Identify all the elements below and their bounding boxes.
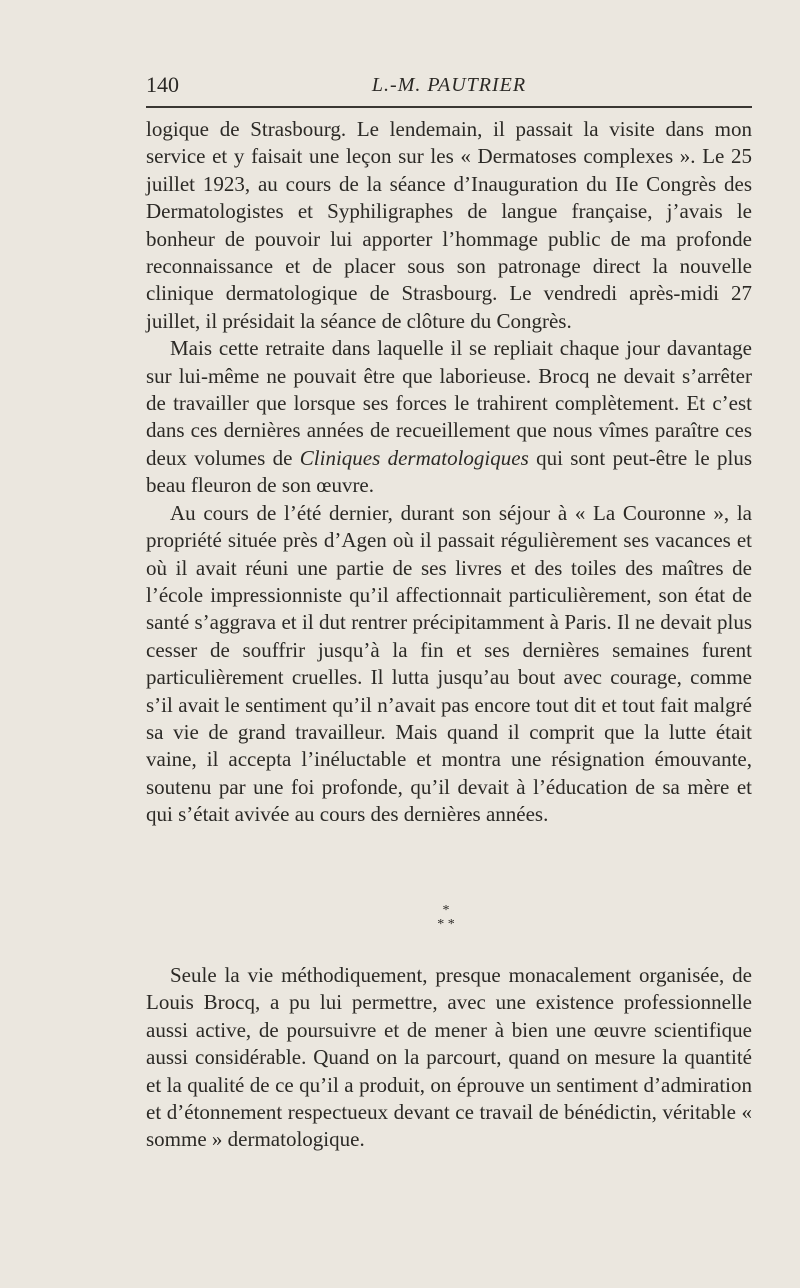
paragraph-retraite-end: qui sont peut-être le plus beau fleuron de son œuvre. — [146, 445, 752, 498]
paragraph-continued: logique de Strasbourg. Le lendemain, il passait la visite dans mon service et y faisait une leçon sur les « Dermatoses complexes ». Le 25 juillet 1923, au cours de la séance d’Inauguration du IIe Congrès des Dermatologistes et Syphiligraphes de langue française, j’avais le bonheur de pouvoir lui apporter l’hommage public de ma profonde reconnaissance et de placer sous son patronage direct la nouvelle clinique dermatologique de Strasbourg. Le vendredi après-midi 27 juillet, il présidait la séance de clôture du Congrès. — [146, 117, 752, 333]
body-text-after-break — [146, 962, 752, 1154]
running-head: L.-M. PAUTRIER — [371, 74, 527, 96]
separator-bottom: * * — [437, 917, 455, 932]
page-number: 140 — [146, 72, 179, 97]
book-title: Cliniques dermatologiques — [299, 445, 529, 470]
header-rule — [146, 106, 752, 108]
paragraph-retraite — [146, 335, 752, 499]
body-text — [146, 116, 752, 829]
section-separator — [426, 904, 466, 932]
paragraph-retraite-start: Mais cette retraite dans laquelle il se repliait chaque jour davantage sur lui-même ne pouvait être que laborieuse. Brocq ne devait s’arrêter de travailler que lorsque ses forces le trahirent complètement. Et c’est dans ces dernières années de recueillement que nous vîmes paraître ces deux volumes de — [146, 336, 752, 470]
separator-top: * — [442, 903, 450, 918]
page-header — [146, 72, 752, 102]
paragraph-seule: Seule la vie méthodiquement, presque monacalement organisée, de Louis Brocq, a pu lui permettre, avec une existence professionnelle aussi active, de poursuivre et de mener à bien une œuvre scientifique aussi considérable. Quand on la parcourt, quand on mesure la quantité et la qualité de ce qu’il a produit, on éprouve un sentiment d’admiration et d’étonnement respectueux devant ce travail de bénédictin, véritable « somme » dermatologique. — [146, 963, 752, 1152]
paragraph-ete: Au cours de l’été dernier, durant son séjour à « La Couronne », la propriété située près d’Agen où il passait régulièrement ses vacances et où il avait réuni une partie de ses livres et des toiles des maîtres de l’école impressionniste qu’il affectionnait particulièrement, son état de santé s’aggrava et il dut rentrer précipitamment à Paris. Il ne devait plus cesser de souffrir jusqu’à la fin et ses dernières semaines furent particulièrement cruelles. Il lutta jusqu’au bout avec courage, comme s’il avait le sentiment qu’il n’avait pas encore tout dit et tout fait malgré sa vie de grand travailleur. Mais quand il comprit que la lutte était vaine, il accepta l’inéluctable et montra une résignation émouvante, soutenu par une foi profonde, qu’il devait à l’éducation de sa mère et qui s’était avivée au cours des dernières années. — [146, 500, 752, 827]
